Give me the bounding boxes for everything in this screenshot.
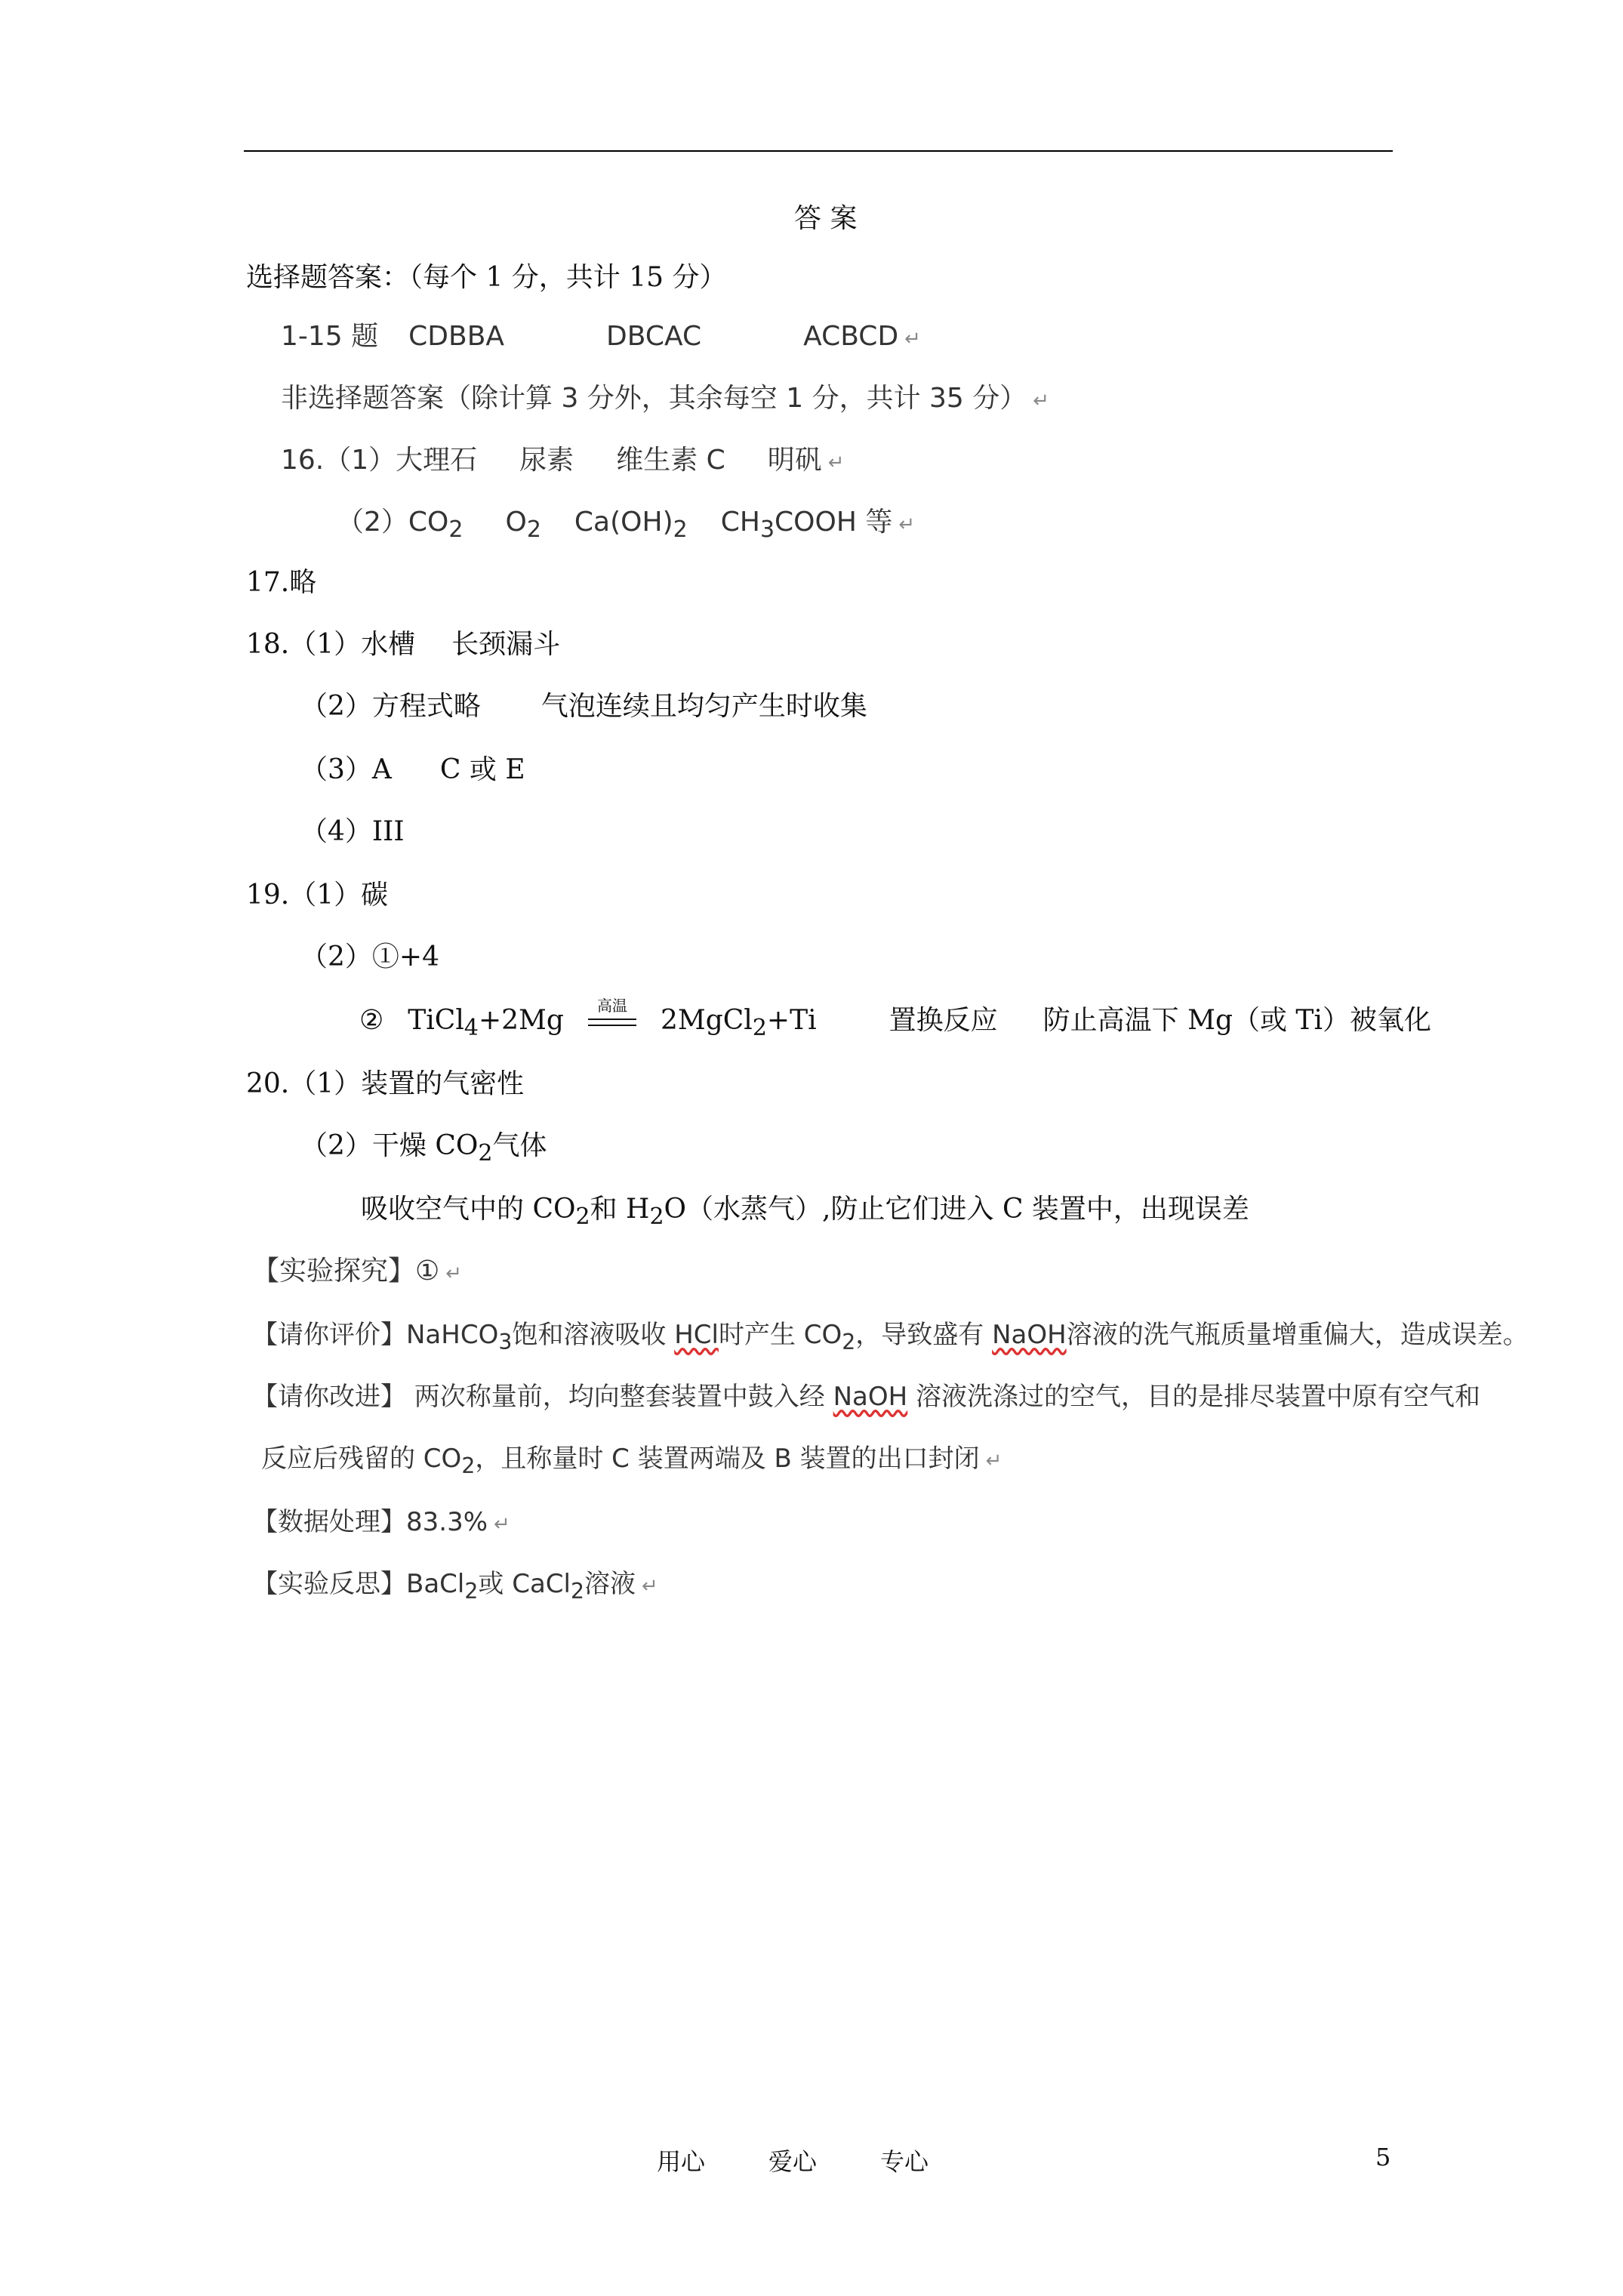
q18-line1: 18.（1）水槽 长颈漏斗 bbox=[246, 629, 561, 660]
mc-answers: 1-15 题 CDBBA DBCAC ACBCD ↵ bbox=[281, 321, 921, 352]
q19-line1: 19.（1）碳 bbox=[246, 880, 389, 911]
q18-line4: （4）III bbox=[300, 816, 405, 847]
q19-line2: （2）①+4 bbox=[300, 942, 439, 972]
reaction-condition-arrow: 高温 bbox=[588, 1004, 636, 1037]
data-processing: 【数据处理】83.3% ↵ bbox=[252, 1507, 510, 1537]
footer-text-1: 用心 bbox=[657, 2147, 706, 2176]
footer-text-3: 专心 bbox=[880, 2147, 929, 2176]
q20-line2: （2）干燥 $CO_2$气体 bbox=[300, 1130, 547, 1167]
nonmc-header: 非选择题答案（除计算 3 分外，其余每空 1 分，共计 35 分） ↵ bbox=[281, 383, 1050, 414]
experiment-reflection: 【实验反思】BaCl$_2$或 CaCl$_2$溶液 ↵ bbox=[252, 1569, 658, 1604]
q20-line3: 吸收空气中的 $CO_2$和 $H_2O$（水蒸气）,防止它们进入 C 装置中，出现误差 bbox=[361, 1194, 1249, 1231]
footer-text-2: 爱心 bbox=[768, 2147, 818, 2176]
experiment-evaluate: 【请你评价】NaHCO$_3$饱和溶液吸收 HCl时产生 $CO_2$，导致盛有 NaOH溶液的洗气瓶质量增重偏大，造成误差。 bbox=[252, 1320, 1529, 1354]
q19-equation: ② TiCl$_4$+2Mg 高温 2MgCl$_2$+Ti 置换反应 防止高温下 Mg（或 Ti）被氧化 bbox=[359, 997, 1431, 1042]
q18-line3: （3）A C 或 E bbox=[300, 754, 525, 785]
q17: 17.略 bbox=[246, 567, 317, 598]
q16-line1: 16.（1）大理石 尿素 维生素 C 明矾 ↵ bbox=[281, 445, 845, 476]
page-title: 答 案 bbox=[794, 203, 858, 234]
page-number: 5 bbox=[1375, 2143, 1391, 2171]
experiment-improve: 【请你改进】 两次称量前，均向整套装置中鼓入经 NaOH 溶液洗涤过的空气，目的是排尽装置中原有空气和 bbox=[252, 1382, 1481, 1412]
q18-line2: （2）方程式略 气泡连续且均匀产生时收集 bbox=[300, 691, 867, 722]
experiment-explore: 【实验探究】① ↵ bbox=[252, 1256, 463, 1287]
header-rule bbox=[244, 150, 1393, 152]
q20-line1: 20.（1）装置的气密性 bbox=[246, 1068, 525, 1099]
experiment-improve-cont: 反应后残留的 $CO_2$，且称量时 C 装置两端及 B 装置的出口封闭 ↵ bbox=[261, 1444, 1002, 1478]
q16-line2: $(2)CO_2$ $O_2$ $Ca(OH)_2$ $CH_3COOH$ 等 ↵ bbox=[337, 507, 916, 544]
mc-header: 选择题答案：（每个 1 分，共计 15 分） bbox=[246, 262, 727, 293]
